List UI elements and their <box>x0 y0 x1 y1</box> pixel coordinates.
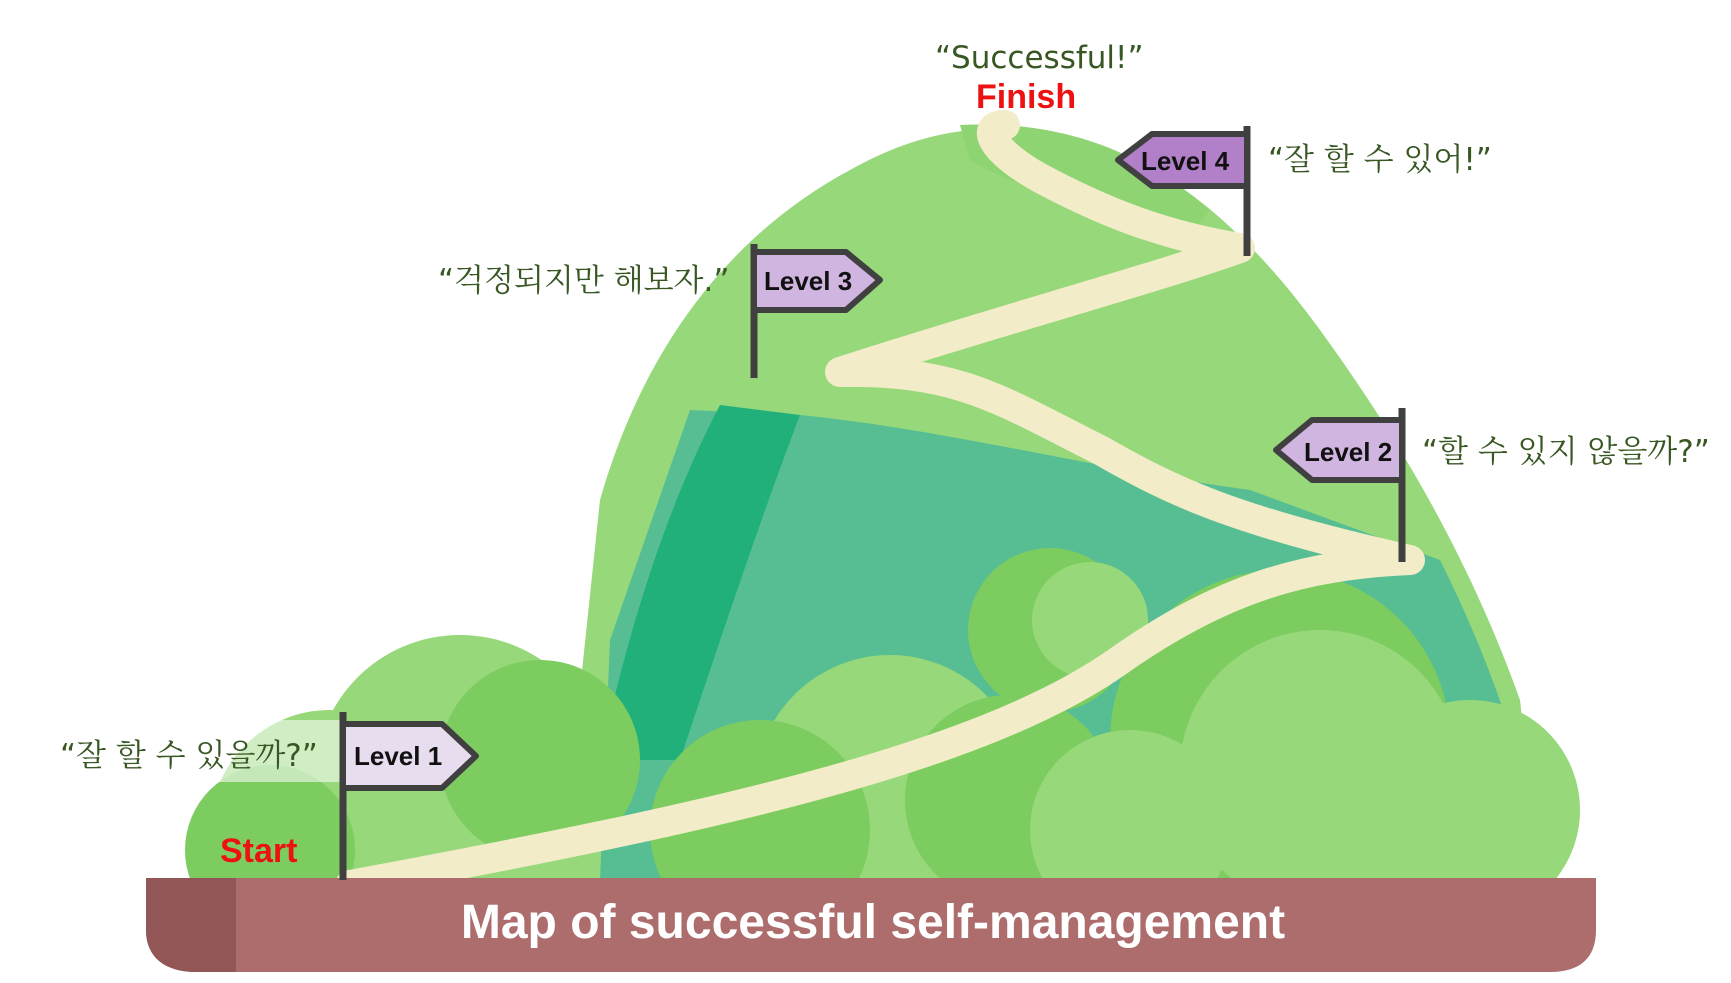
level-2-label: Level 2 <box>1304 437 1393 467</box>
banner-left-shadow <box>146 878 236 972</box>
level-3-quote: “걱정되지만 해보자.” <box>438 263 730 299</box>
level-3-label: Level 3 <box>764 266 853 296</box>
title-banner <box>146 878 1596 972</box>
finish-label: Finish <box>976 78 1077 116</box>
level-1-label: Level 1 <box>354 741 443 771</box>
finish-quote: “Successful!” <box>935 40 1144 76</box>
level-4-quote: “잘 할 수 있어!” <box>1268 142 1492 178</box>
level-1-quote: “잘 할 수 있을까?” <box>60 738 318 774</box>
start-label: Start <box>220 832 298 870</box>
level-2-quote: “할 수 있지 않을까?” <box>1422 434 1710 470</box>
banner-title: Map of successful self-management <box>460 896 1286 949</box>
level-4-label: Level 4 <box>1141 146 1230 176</box>
